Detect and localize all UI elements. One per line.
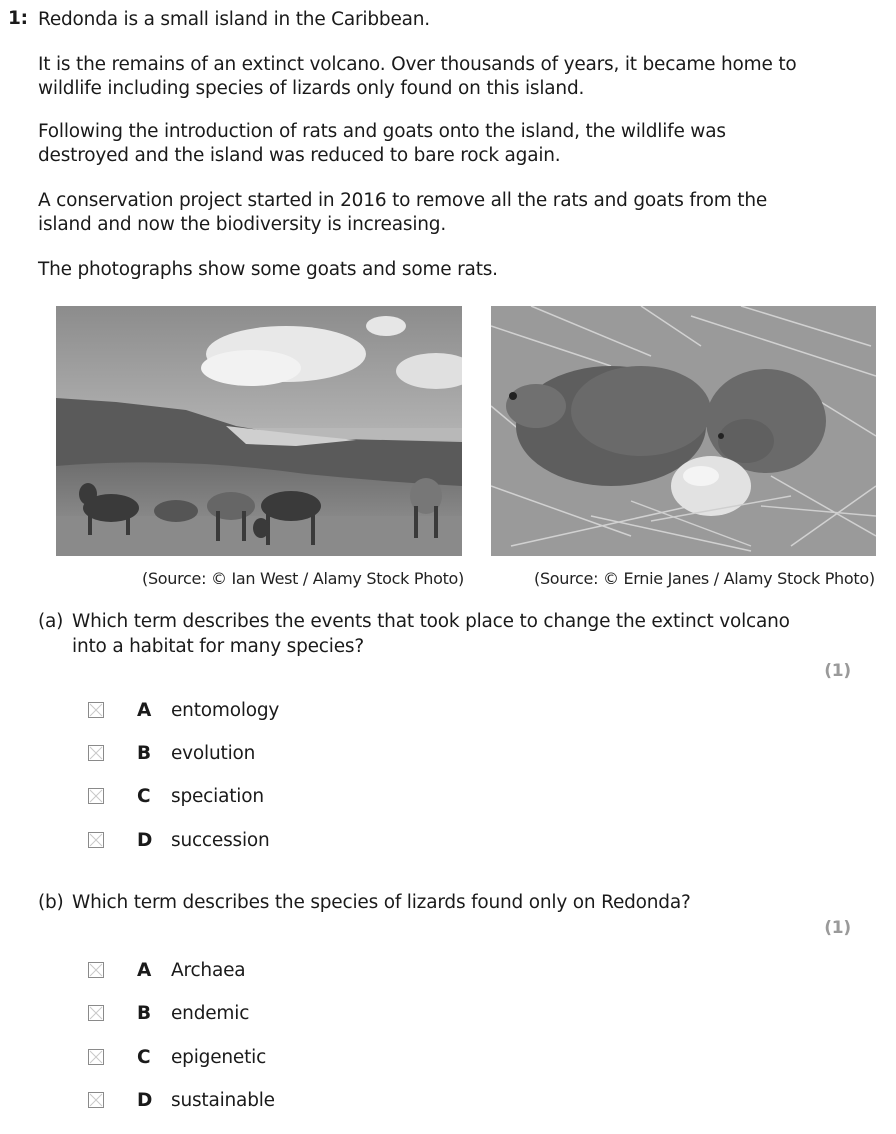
option-text: entomology	[171, 700, 280, 721]
option-letter: A	[137, 960, 152, 981]
answer-checkbox[interactable]	[88, 832, 104, 848]
option-letter: D	[137, 830, 153, 851]
intro-paragraph-1: Redonda is a small island in the Caribbean.	[38, 9, 430, 30]
part-a-marks: (1)	[824, 661, 851, 681]
option-letter: C	[137, 786, 151, 807]
option-letter: B	[137, 1003, 151, 1024]
question-number: 1:	[8, 8, 28, 29]
part-a-label: (a)	[38, 611, 64, 632]
answer-checkbox[interactable]	[88, 745, 104, 761]
option-text: speciation	[171, 786, 264, 807]
option-letter: C	[137, 1047, 151, 1068]
part-a-question	[38, 609, 818, 659]
option-letter: B	[137, 743, 151, 764]
option-text: epigenetic	[171, 1047, 267, 1068]
part-b-question	[38, 890, 818, 915]
answer-checkbox[interactable]	[88, 1005, 104, 1021]
answer-checkbox[interactable]	[88, 1049, 104, 1065]
answer-checkbox[interactable]	[88, 702, 104, 718]
answer-checkbox[interactable]	[88, 788, 104, 804]
answer-checkbox[interactable]	[88, 1092, 104, 1108]
intro-paragraph-2: It is the remains of an extinct volcano. Over thousands of years, it became home to wildlife including species of lizards only found on this island.	[38, 54, 797, 99]
rats-photo	[491, 306, 876, 556]
option-letter: D	[137, 1090, 153, 1111]
rats-photo-caption: (Source: © Ernie Janes / Alamy Stock Photo)	[534, 569, 875, 588]
intro-paragraph-3: Following the introduction of rats and goats onto the island, the wildlife was destroyed and the island was reduced to bare rock again.	[38, 121, 726, 166]
answer-checkbox[interactable]	[88, 962, 104, 978]
goats-photo-caption: (Source: © Ian West / Alamy Stock Photo)	[142, 569, 464, 588]
intro-paragraph-5: The photographs show some goats and some rats.	[38, 259, 498, 280]
part-a-text: Which term describes the events that took place to change the extinct volcano into a habitat for many species?	[72, 611, 790, 657]
goats-photo	[56, 306, 462, 556]
option-text: succession	[171, 830, 270, 851]
part-b-text: Which term describes the species of lizards found only on Redonda?	[72, 892, 691, 913]
option-text: sustainable	[171, 1090, 275, 1111]
part-b-label: (b)	[38, 892, 64, 913]
intro-paragraph-4: A conservation project started in 2016 to remove all the rats and goats from the island and now the biodiversity is increasing.	[38, 190, 768, 235]
option-letter: A	[137, 700, 152, 721]
part-b-marks: (1)	[824, 918, 851, 938]
option-text: Archaea	[171, 960, 246, 981]
option-text: endemic	[171, 1003, 250, 1024]
option-text: evolution	[171, 743, 256, 764]
